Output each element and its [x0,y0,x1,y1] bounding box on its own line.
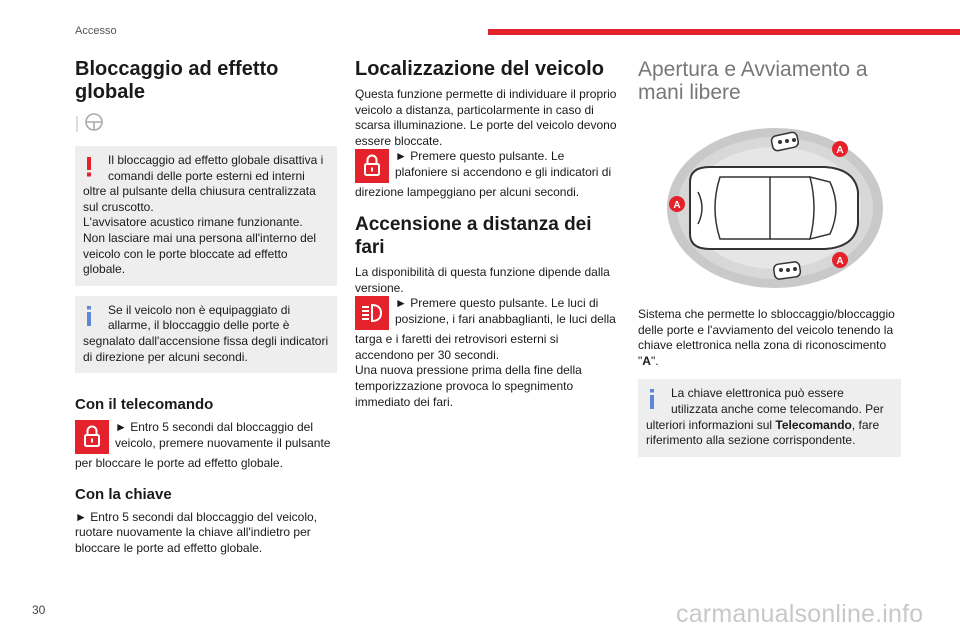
note-text: , fare riferimento alla sezione corrispondente. [646,417,880,448]
note-text: segnalato dall'accensione fissa degli indicatori di direzione per alcuni secondi. [83,333,329,364]
header-accent-bar [488,29,960,35]
key-fob-icon [773,261,801,279]
section-title-keyless-entry: Apertura e Avviamento a mani libere [638,58,868,104]
note-text: utilizzata anche come telecomando. Per [671,401,884,416]
headlight-button-icon [355,296,389,330]
recognition-zone-illustration [650,122,890,292]
info-note-remote [638,379,901,456]
step-text: posizione, i fari anabbaglianti, le luci della [395,311,616,326]
svg-text:A: A [673,200,681,211]
key-lock-paragraph: ► Entro 5 secondi dal bloccaggio del veicolo, ruotare nuovamente la chiave all'indietro per bloccare le porte ad effetto globale. [75,509,318,555]
warning-note-global-locking [75,146,337,286]
remote-lights-note: Una nuova pressione prima della fine della temporizzazione provoca lo spegnimento immediato dei fari. [355,363,582,409]
step-text: ► Entro 5 secondi dal bloccaggio del [115,420,313,435]
note-text: Non lasciare mai una persona all'interno del veicolo con le porte bloccate ad effetto globale. [83,230,317,277]
step-text: ► Premere questo pulsante. Le [395,149,565,164]
section-title-vehicle-locator: Localizzazione del veicolo [355,58,604,80]
page-number: 30 [32,603,46,617]
subsection-title-key: Con la chiave [75,485,172,503]
column-vehicle-locator [355,55,620,410]
info-mark-icon [649,389,655,409]
step-text: veicolo, premere nuovamente il pulsante [115,435,331,450]
zone-marker-icon [832,252,848,268]
remote-lock-paragraph [75,420,337,472]
note-text: oltre al pulsante della chiusura centralizzata sul cruscotto. [83,184,316,214]
header-section-title: Accesso [75,25,117,37]
info-note-alarm [75,296,337,373]
remote-lights-step [355,296,620,363]
lock-button-icon [355,149,389,183]
zone-marker-icon [832,141,848,157]
column-keyless-entry [638,55,901,457]
note-text: allarme, il bloccaggio delle porte è [108,318,290,333]
note-text [646,418,893,449]
keyless-zone-label: A [642,353,651,368]
note-text: ulteriori informazioni sul [646,417,776,432]
step-text: plafoniere si accendono e gli indicatori di [395,164,612,179]
keyless-text: ". [650,353,659,368]
section-title-global-locking: Bloccaggio ad effetto globale [75,58,279,103]
locator-intro: Questa funzione permette di individuare il proprio veicolo a distanza, particolarmente in caso di scarsa illuminazione. Le porte del veicolo devono essere bloccate. [355,87,617,148]
svg-text:A: A [836,256,844,267]
warning-mark-icon [86,157,92,177]
lock-button-icon [75,420,109,454]
svg-text:A: A [836,145,844,156]
step-text: direzione lampeggiano per alcuni secondi. [355,185,580,200]
step-text: per bloccare le porte ad effetto globale. [75,456,283,471]
locator-step [355,149,620,201]
steering-wheel-icon [75,112,337,134]
column-global-locking [75,55,337,557]
note-text: comandi delle porte esterni ed interni [108,168,305,183]
step-text: ► Premere questo pulsante. Le luci di [395,296,599,311]
note-text: Il bloccaggio ad effetto globale disattiva i [108,153,324,167]
step-text: targa e i faretti dei retrovisori esterni si accendono per 30 secondi. [355,332,559,362]
keyless-description [638,307,901,369]
remote-lights-intro: La disponibilità di questa funzione dipende dalla versione. [355,264,610,295]
keyless-text: Sistema che permette lo sbloccaggio/bloccaggio delle porte e l'avviamento del veicolo tenendo la chiave elettronica nella zona di riconoscimento " [638,307,895,368]
note-text: La chiave elettronica può essere [671,386,844,401]
watermark: carmanualsonline.info [676,600,924,628]
note-text: L'avvisatore acustico rimane funzionante. [83,215,303,230]
remote-link-label: Telecomando [775,417,852,432]
car-top-view-icon [690,167,858,249]
info-mark-icon [86,306,92,326]
section-title-remote-lights: Accensione a distanza dei fari [355,213,592,258]
zone-marker-icon [669,196,685,212]
subsection-title-remote: Con il telecomando [75,396,214,414]
note-text: Se il veicolo non è equipaggiato di [108,302,291,317]
